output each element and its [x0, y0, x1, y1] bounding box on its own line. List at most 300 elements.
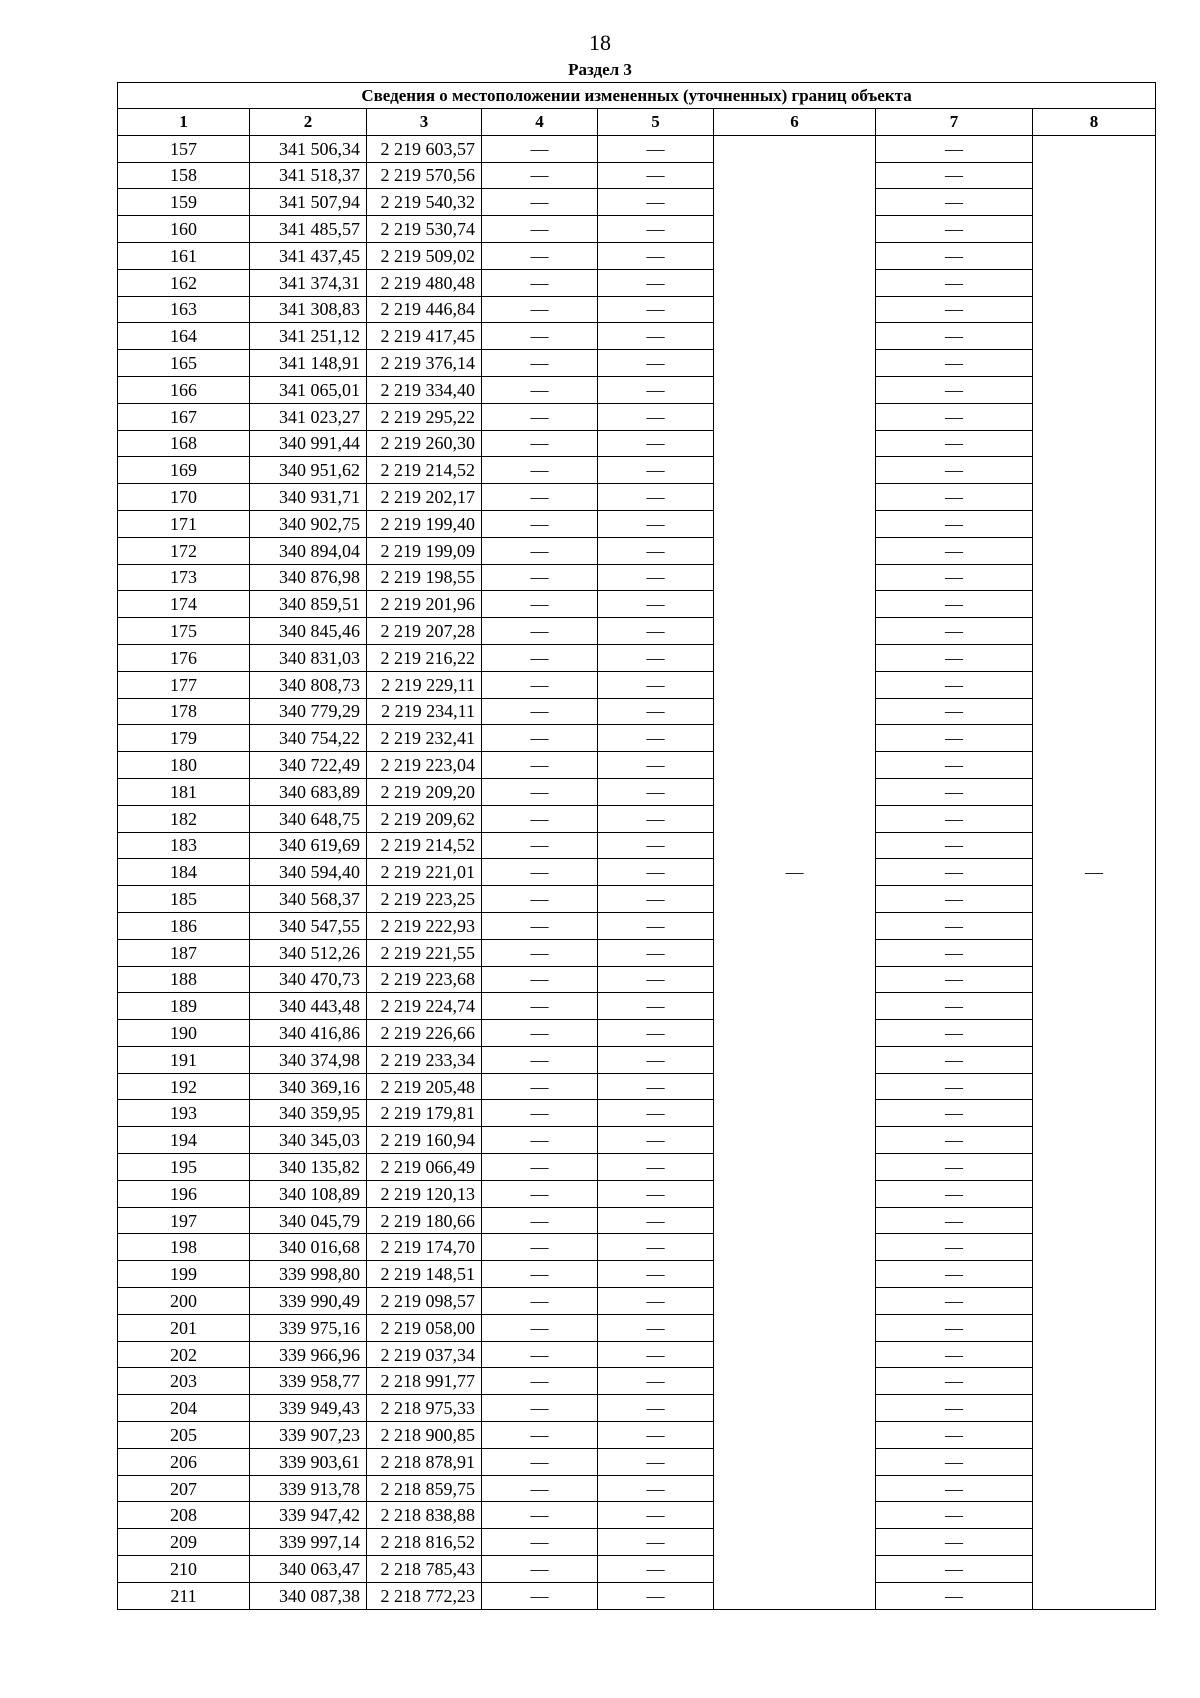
point-number-cell: 207: [118, 1475, 250, 1502]
col7-cell: —: [876, 1127, 1033, 1154]
y-coordinate-cell: 2 218 878,91: [367, 1448, 482, 1475]
col4-cell: —: [482, 162, 598, 189]
col4-cell: —: [482, 886, 598, 913]
table-row: [118, 805, 1156, 832]
col5-cell: —: [598, 1341, 714, 1368]
col7-cell: —: [876, 1448, 1033, 1475]
col4-cell: —: [482, 698, 598, 725]
point-number-cell: 173: [118, 564, 250, 591]
table-row: [118, 242, 1156, 269]
col7-cell: —: [876, 1475, 1033, 1502]
table-row: [118, 912, 1156, 939]
col5-cell: —: [598, 1422, 714, 1449]
table-row: [118, 832, 1156, 859]
col4-cell: —: [482, 350, 598, 377]
y-coordinate-cell: 2 219 066,49: [367, 1154, 482, 1181]
y-coordinate-cell: 2 219 199,09: [367, 537, 482, 564]
x-coordinate-cell: 341 065,01: [250, 376, 367, 403]
y-coordinate-cell: 2 218 859,75: [367, 1475, 482, 1502]
table-row: [118, 1368, 1156, 1395]
col5-cell: —: [598, 1314, 714, 1341]
x-coordinate-cell: 340 547,55: [250, 912, 367, 939]
point-number-cell: 201: [118, 1314, 250, 1341]
col7-cell: —: [876, 1556, 1033, 1583]
y-coordinate-cell: 2 219 207,28: [367, 618, 482, 645]
col4-cell: —: [482, 1234, 598, 1261]
point-number-cell: 192: [118, 1073, 250, 1100]
col4-cell: —: [482, 939, 598, 966]
y-coordinate-cell: 2 219 198,55: [367, 564, 482, 591]
x-coordinate-cell: 340 831,03: [250, 644, 367, 671]
column-header: 7: [876, 109, 1033, 136]
x-coordinate-cell: 340 374,98: [250, 1046, 367, 1073]
col4-cell: —: [482, 1582, 598, 1609]
col7-cell: —: [876, 832, 1033, 859]
col5-cell: —: [598, 135, 714, 162]
col4-cell: —: [482, 376, 598, 403]
column-number-row: [118, 109, 1156, 136]
y-coordinate-cell: 2 219 480,48: [367, 269, 482, 296]
col7-cell: —: [876, 1073, 1033, 1100]
col5-cell: —: [598, 1020, 714, 1047]
table-row: [118, 1234, 1156, 1261]
point-number-cell: 193: [118, 1100, 250, 1127]
col5-cell: —: [598, 1529, 714, 1556]
x-coordinate-cell: 340 135,82: [250, 1154, 367, 1181]
col7-cell: —: [876, 1529, 1033, 1556]
col7-cell: —: [876, 242, 1033, 269]
x-coordinate-cell: 340 087,38: [250, 1582, 367, 1609]
point-number-cell: 206: [118, 1448, 250, 1475]
col4-cell: —: [482, 1154, 598, 1181]
y-coordinate-cell: 2 219 233,34: [367, 1046, 482, 1073]
col5-cell: —: [598, 323, 714, 350]
col4-cell: —: [482, 1341, 598, 1368]
table-row: [118, 430, 1156, 457]
x-coordinate-cell: 340 779,29: [250, 698, 367, 725]
col4-cell: —: [482, 189, 598, 216]
x-coordinate-cell: 340 931,71: [250, 484, 367, 511]
point-number-cell: 186: [118, 912, 250, 939]
col5-cell: —: [598, 966, 714, 993]
col4-cell: —: [482, 1046, 598, 1073]
col4-cell: —: [482, 430, 598, 457]
col7-cell: —: [876, 1341, 1033, 1368]
col4-cell: —: [482, 1475, 598, 1502]
col7-cell: —: [876, 966, 1033, 993]
col4-cell: —: [482, 269, 598, 296]
y-coordinate-cell: 2 219 232,41: [367, 725, 482, 752]
table-row: [118, 671, 1156, 698]
col7-cell: —: [876, 1046, 1033, 1073]
y-coordinate-cell: 2 219 037,34: [367, 1341, 482, 1368]
table-row: [118, 1502, 1156, 1529]
table-row: [118, 189, 1156, 216]
y-coordinate-cell: 2 219 376,14: [367, 350, 482, 377]
y-coordinate-cell: 2 218 991,77: [367, 1368, 482, 1395]
table-row: [118, 537, 1156, 564]
y-coordinate-cell: 2 219 180,66: [367, 1207, 482, 1234]
table-row: [118, 1288, 1156, 1315]
table-row: [118, 644, 1156, 671]
col4-cell: —: [482, 1288, 598, 1315]
column-header: 2: [250, 109, 367, 136]
point-number-cell: 195: [118, 1154, 250, 1181]
col7-cell: —: [876, 618, 1033, 645]
point-number-cell: 171: [118, 510, 250, 537]
col5-cell: —: [598, 1207, 714, 1234]
table-row: [118, 457, 1156, 484]
col7-cell: —: [876, 886, 1033, 913]
point-number-cell: 160: [118, 216, 250, 243]
x-coordinate-cell: 340 045,79: [250, 1207, 367, 1234]
col7-cell: —: [876, 939, 1033, 966]
table-row: [118, 591, 1156, 618]
col4-cell: —: [482, 216, 598, 243]
col4-cell: —: [482, 1529, 598, 1556]
table-row: [118, 376, 1156, 403]
col7-cell: —: [876, 859, 1033, 886]
table-row: [118, 1448, 1156, 1475]
col5-cell: —: [598, 1368, 714, 1395]
col7-cell: —: [876, 1234, 1033, 1261]
x-coordinate-cell: 341 506,34: [250, 135, 367, 162]
table-row: [118, 135, 1156, 162]
col7-cell: —: [876, 805, 1033, 832]
table-row: [118, 939, 1156, 966]
table-row: [118, 752, 1156, 779]
col7-cell: —: [876, 1314, 1033, 1341]
col5-cell: —: [598, 350, 714, 377]
y-coordinate-cell: 2 218 900,85: [367, 1422, 482, 1449]
point-number-cell: 187: [118, 939, 250, 966]
col4-cell: —: [482, 993, 598, 1020]
table-row: [118, 162, 1156, 189]
point-number-cell: 188: [118, 966, 250, 993]
table-row: [118, 216, 1156, 243]
col5-cell: —: [598, 242, 714, 269]
point-number-cell: 174: [118, 591, 250, 618]
y-coordinate-cell: 2 219 226,66: [367, 1020, 482, 1047]
col5-cell: —: [598, 1556, 714, 1583]
col5-cell: —: [598, 912, 714, 939]
point-number-cell: 170: [118, 484, 250, 511]
y-coordinate-cell: 2 219 570,56: [367, 162, 482, 189]
col4-cell: —: [482, 778, 598, 805]
table-row: [118, 1154, 1156, 1181]
y-coordinate-cell: 2 219 148,51: [367, 1261, 482, 1288]
col4-cell: —: [482, 1395, 598, 1422]
y-coordinate-cell: 2 218 772,23: [367, 1582, 482, 1609]
col7-cell: —: [876, 778, 1033, 805]
x-coordinate-cell: 341 485,57: [250, 216, 367, 243]
col7-cell: —: [876, 1100, 1033, 1127]
col7-cell: —: [876, 698, 1033, 725]
col7-cell: —: [876, 216, 1033, 243]
point-number-cell: 176: [118, 644, 250, 671]
col4-cell: —: [482, 403, 598, 430]
y-coordinate-cell: 2 219 260,30: [367, 430, 482, 457]
point-number-cell: 168: [118, 430, 250, 457]
table-row: [118, 1207, 1156, 1234]
point-number-cell: 204: [118, 1395, 250, 1422]
y-coordinate-cell: 2 219 058,00: [367, 1314, 482, 1341]
col5-cell: —: [598, 376, 714, 403]
column-header: 4: [482, 109, 598, 136]
col5-cell: —: [598, 1475, 714, 1502]
x-coordinate-cell: 341 251,12: [250, 323, 367, 350]
col5-cell: —: [598, 403, 714, 430]
col7-cell: —: [876, 1368, 1033, 1395]
col7-cell: —: [876, 752, 1033, 779]
col4-cell: —: [482, 832, 598, 859]
point-number-cell: 191: [118, 1046, 250, 1073]
point-number-cell: 210: [118, 1556, 250, 1583]
col7-cell: —: [876, 644, 1033, 671]
table-body: [118, 135, 1156, 1609]
col4-cell: —: [482, 912, 598, 939]
col4-cell: —: [482, 1448, 598, 1475]
col4-cell: —: [482, 805, 598, 832]
col7-cell: —: [876, 912, 1033, 939]
y-coordinate-cell: 2 219 223,25: [367, 886, 482, 913]
col4-cell: —: [482, 644, 598, 671]
point-number-cell: 181: [118, 778, 250, 805]
col5-cell: —: [598, 430, 714, 457]
col5-cell: —: [598, 618, 714, 645]
col5-cell: —: [598, 832, 714, 859]
col7-cell: —: [876, 430, 1033, 457]
point-number-cell: 169: [118, 457, 250, 484]
point-number-cell: 163: [118, 296, 250, 323]
col7-cell: —: [876, 350, 1033, 377]
table-row: [118, 296, 1156, 323]
x-coordinate-cell: 340 568,37: [250, 886, 367, 913]
col5-cell: —: [598, 162, 714, 189]
table-row: [118, 1073, 1156, 1100]
col5-cell: —: [598, 752, 714, 779]
x-coordinate-cell: 339 907,23: [250, 1422, 367, 1449]
y-coordinate-cell: 2 219 199,40: [367, 510, 482, 537]
point-number-cell: 199: [118, 1261, 250, 1288]
x-coordinate-cell: 340 619,69: [250, 832, 367, 859]
point-number-cell: 161: [118, 242, 250, 269]
point-number-cell: 208: [118, 1502, 250, 1529]
col7-cell: —: [876, 296, 1033, 323]
x-coordinate-cell: 339 998,80: [250, 1261, 367, 1288]
col5-cell: —: [598, 1100, 714, 1127]
col5-cell: —: [598, 1234, 714, 1261]
table-row: [118, 1261, 1156, 1288]
table-row: [118, 1100, 1156, 1127]
col4-cell: —: [482, 296, 598, 323]
col4-cell: —: [482, 859, 598, 886]
x-coordinate-cell: 340 876,98: [250, 564, 367, 591]
point-number-cell: 197: [118, 1207, 250, 1234]
col7-cell: —: [876, 591, 1033, 618]
x-coordinate-cell: 340 845,46: [250, 618, 367, 645]
point-number-cell: 157: [118, 135, 250, 162]
point-number-cell: 158: [118, 162, 250, 189]
y-coordinate-cell: 2 219 234,11: [367, 698, 482, 725]
y-coordinate-cell: 2 219 098,57: [367, 1288, 482, 1315]
col5-cell: —: [598, 805, 714, 832]
table-row: [118, 269, 1156, 296]
point-number-cell: 203: [118, 1368, 250, 1395]
x-coordinate-cell: 341 308,83: [250, 296, 367, 323]
x-coordinate-cell: 341 437,45: [250, 242, 367, 269]
col4-cell: —: [482, 1127, 598, 1154]
column-header: 6: [714, 109, 876, 136]
col4-cell: —: [482, 135, 598, 162]
col7-cell: —: [876, 564, 1033, 591]
page-number: 18: [589, 30, 611, 55]
col5-cell: —: [598, 1502, 714, 1529]
col5-cell: —: [598, 296, 714, 323]
col5-cell: —: [598, 216, 714, 243]
column-header: 3: [367, 109, 482, 136]
col7-cell: —: [876, 162, 1033, 189]
col4-cell: —: [482, 966, 598, 993]
x-coordinate-cell: 339 997,14: [250, 1529, 367, 1556]
table-row: [118, 618, 1156, 645]
col4-cell: —: [482, 1261, 598, 1288]
col5-cell: —: [598, 510, 714, 537]
y-coordinate-cell: 2 219 174,70: [367, 1234, 482, 1261]
point-number-cell: 194: [118, 1127, 250, 1154]
col7-cell: —: [876, 1288, 1033, 1315]
col7-cell: —: [876, 376, 1033, 403]
col4-cell: —: [482, 1556, 598, 1583]
point-number-cell: 162: [118, 269, 250, 296]
col5-cell: —: [598, 484, 714, 511]
col4-cell: —: [482, 537, 598, 564]
column-header: 1: [118, 109, 250, 136]
point-number-cell: 177: [118, 671, 250, 698]
y-coordinate-cell: 2 219 603,57: [367, 135, 482, 162]
column-header: 8: [1033, 109, 1156, 136]
y-coordinate-cell: 2 219 202,17: [367, 484, 482, 511]
column-header: 5: [598, 109, 714, 136]
point-number-cell: 178: [118, 698, 250, 725]
col7-cell: —: [876, 510, 1033, 537]
col5-cell: —: [598, 1046, 714, 1073]
y-coordinate-cell: 2 219 214,52: [367, 832, 482, 859]
col5-cell: —: [598, 564, 714, 591]
y-coordinate-cell: 2 219 209,62: [367, 805, 482, 832]
col5-cell: —: [598, 993, 714, 1020]
col5-cell: —: [598, 591, 714, 618]
table-row: [118, 1180, 1156, 1207]
coordinates-table: [117, 82, 1156, 1610]
table-row: [118, 886, 1156, 913]
table-row: [118, 993, 1156, 1020]
table-caption-row: [118, 83, 1156, 109]
col7-cell: —: [876, 1261, 1033, 1288]
x-coordinate-cell: 340 063,47: [250, 1556, 367, 1583]
table-row: [118, 1046, 1156, 1073]
table-row: [118, 564, 1156, 591]
point-number-cell: 172: [118, 537, 250, 564]
col5-cell: —: [598, 537, 714, 564]
x-coordinate-cell: 340 443,48: [250, 993, 367, 1020]
point-number-cell: 189: [118, 993, 250, 1020]
table-row: [118, 725, 1156, 752]
point-number-cell: 179: [118, 725, 250, 752]
y-coordinate-cell: 2 219 205,48: [367, 1073, 482, 1100]
table-row: [118, 1582, 1156, 1609]
col5-cell: —: [598, 1154, 714, 1181]
point-number-cell: 200: [118, 1288, 250, 1315]
y-coordinate-cell: 2 219 417,45: [367, 323, 482, 350]
col7-cell: —: [876, 1422, 1033, 1449]
col4-cell: —: [482, 1020, 598, 1047]
col4-cell: —: [482, 1422, 598, 1449]
y-coordinate-cell: 2 219 295,22: [367, 403, 482, 430]
point-number-cell: 159: [118, 189, 250, 216]
table-row: [118, 403, 1156, 430]
col5-cell: —: [598, 269, 714, 296]
col5-cell: —: [598, 1127, 714, 1154]
point-number-cell: 190: [118, 1020, 250, 1047]
table-title: Сведения о местоположении измененных (уточненных) границ объекта: [118, 83, 1156, 109]
y-coordinate-cell: 2 219 214,52: [367, 457, 482, 484]
col5-cell: —: [598, 725, 714, 752]
y-coordinate-cell: 2 219 224,74: [367, 993, 482, 1020]
table-row: [118, 1422, 1156, 1449]
y-coordinate-cell: 2 219 216,22: [367, 644, 482, 671]
col5-cell: —: [598, 457, 714, 484]
col4-cell: —: [482, 1207, 598, 1234]
y-coordinate-cell: 2 219 540,32: [367, 189, 482, 216]
point-number-cell: 202: [118, 1341, 250, 1368]
col7-cell: —: [876, 323, 1033, 350]
col4-cell: —: [482, 1314, 598, 1341]
col7-cell: —: [876, 993, 1033, 1020]
y-coordinate-cell: 2 219 229,11: [367, 671, 482, 698]
y-coordinate-cell: 2 219 446,84: [367, 296, 482, 323]
section-title: Раздел 3: [568, 60, 632, 79]
table-row: [118, 1341, 1156, 1368]
point-number-cell: 185: [118, 886, 250, 913]
col4-cell: —: [482, 591, 598, 618]
col4-cell: —: [482, 1502, 598, 1529]
x-coordinate-cell: 339 975,16: [250, 1314, 367, 1341]
x-coordinate-cell: 340 648,75: [250, 805, 367, 832]
col7-cell: —: [876, 725, 1033, 752]
x-coordinate-cell: 341 148,91: [250, 350, 367, 377]
table-row: [118, 1314, 1156, 1341]
x-coordinate-cell: 339 947,42: [250, 1502, 367, 1529]
x-coordinate-cell: 340 808,73: [250, 671, 367, 698]
col7-cell: —: [876, 1154, 1033, 1181]
col7-cell: —: [876, 135, 1033, 162]
col7-cell: —: [876, 1020, 1033, 1047]
point-number-cell: 167: [118, 403, 250, 430]
table-row: [118, 778, 1156, 805]
table-row: [118, 1395, 1156, 1422]
table-row: [118, 1127, 1156, 1154]
y-coordinate-cell: 2 218 785,43: [367, 1556, 482, 1583]
x-coordinate-cell: 340 902,75: [250, 510, 367, 537]
col4-cell: —: [482, 752, 598, 779]
col4-cell: —: [482, 1180, 598, 1207]
point-number-cell: 180: [118, 752, 250, 779]
col7-cell: —: [876, 537, 1033, 564]
y-coordinate-cell: 2 219 530,74: [367, 216, 482, 243]
x-coordinate-cell: 340 859,51: [250, 591, 367, 618]
x-coordinate-cell: 340 108,89: [250, 1180, 367, 1207]
